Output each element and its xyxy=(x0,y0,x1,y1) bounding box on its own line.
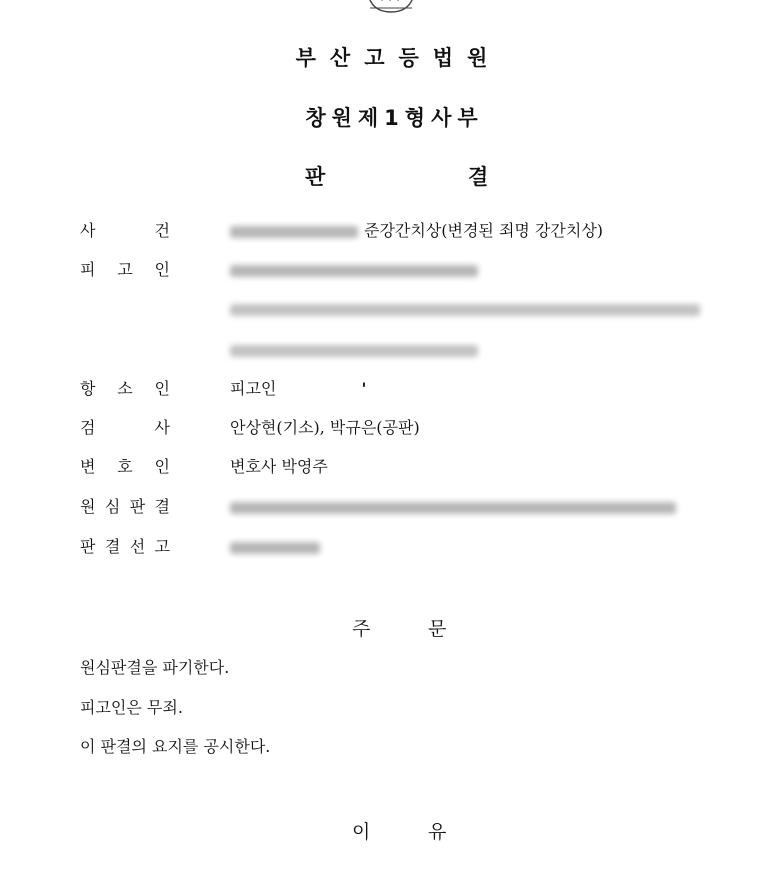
info-row-case xyxy=(80,217,760,245)
info-row-original-judgment xyxy=(80,493,760,521)
redacted-original-judgment xyxy=(230,502,676,514)
info-row-appellant xyxy=(80,375,760,403)
original-judgment-value xyxy=(230,493,682,521)
info-row-counsel xyxy=(80,453,760,481)
order-line-2: 피고인은 무죄. xyxy=(80,698,183,717)
order-line-3: 이 판결의 요지를 공시한다. xyxy=(80,737,271,756)
case-label: 사 건 xyxy=(80,221,170,240)
defendant-label: 피 고 인 xyxy=(80,260,170,279)
appellant-mark: ' xyxy=(361,379,367,398)
defendant-value-line-3 xyxy=(230,336,484,364)
court-name: 부산고등법원 xyxy=(295,46,502,70)
redacted-defendant-address xyxy=(230,304,700,316)
redacted-judgment-date xyxy=(230,542,320,554)
order-title-left: 주 xyxy=(352,618,371,640)
document-title-left: 판 xyxy=(305,165,326,189)
info-row-defendant-domicile xyxy=(80,336,760,364)
prosecutor-value: 안상현(기소), 박규은(공판) xyxy=(230,418,420,437)
division-name: 창원제1형사부 xyxy=(305,106,484,130)
counsel-value: 변호사 박영주 xyxy=(230,457,328,476)
reason-title-left: 이 xyxy=(352,821,371,843)
info-row-prosecutor xyxy=(80,414,760,442)
appellant-label: 항 소 인 xyxy=(80,379,170,398)
redacted-defendant-domicile xyxy=(230,345,478,357)
defendant-value-line-1 xyxy=(230,256,484,284)
reason-title-right: 유 xyxy=(428,821,447,843)
judgment-date-label: 판 결 선 고 xyxy=(80,537,170,556)
order-title-right: 문 xyxy=(428,618,447,640)
info-row-defendant-address xyxy=(80,295,760,323)
appellant-value: 피고인 ' xyxy=(230,379,367,398)
document-title-right: 결 xyxy=(468,165,489,189)
judgment-date-value xyxy=(230,533,326,561)
redacted-case-number xyxy=(230,226,358,238)
info-row-judgment-date xyxy=(80,533,760,561)
info-row-defendant xyxy=(80,256,760,284)
prosecutor-label: 검 사 xyxy=(80,418,170,437)
counsel-label: 변 호 인 xyxy=(80,457,170,476)
order-line-1: 원심판결을 파기한다. xyxy=(80,658,230,677)
redacted-defendant-name xyxy=(230,265,478,277)
court-emblem-icon xyxy=(364,0,418,16)
defendant-value-line-2 xyxy=(230,295,706,323)
original-judgment-label: 원 심 판 결 xyxy=(80,497,170,516)
case-value: 준강간치상(변경된 죄명 강간치상) xyxy=(230,217,603,245)
